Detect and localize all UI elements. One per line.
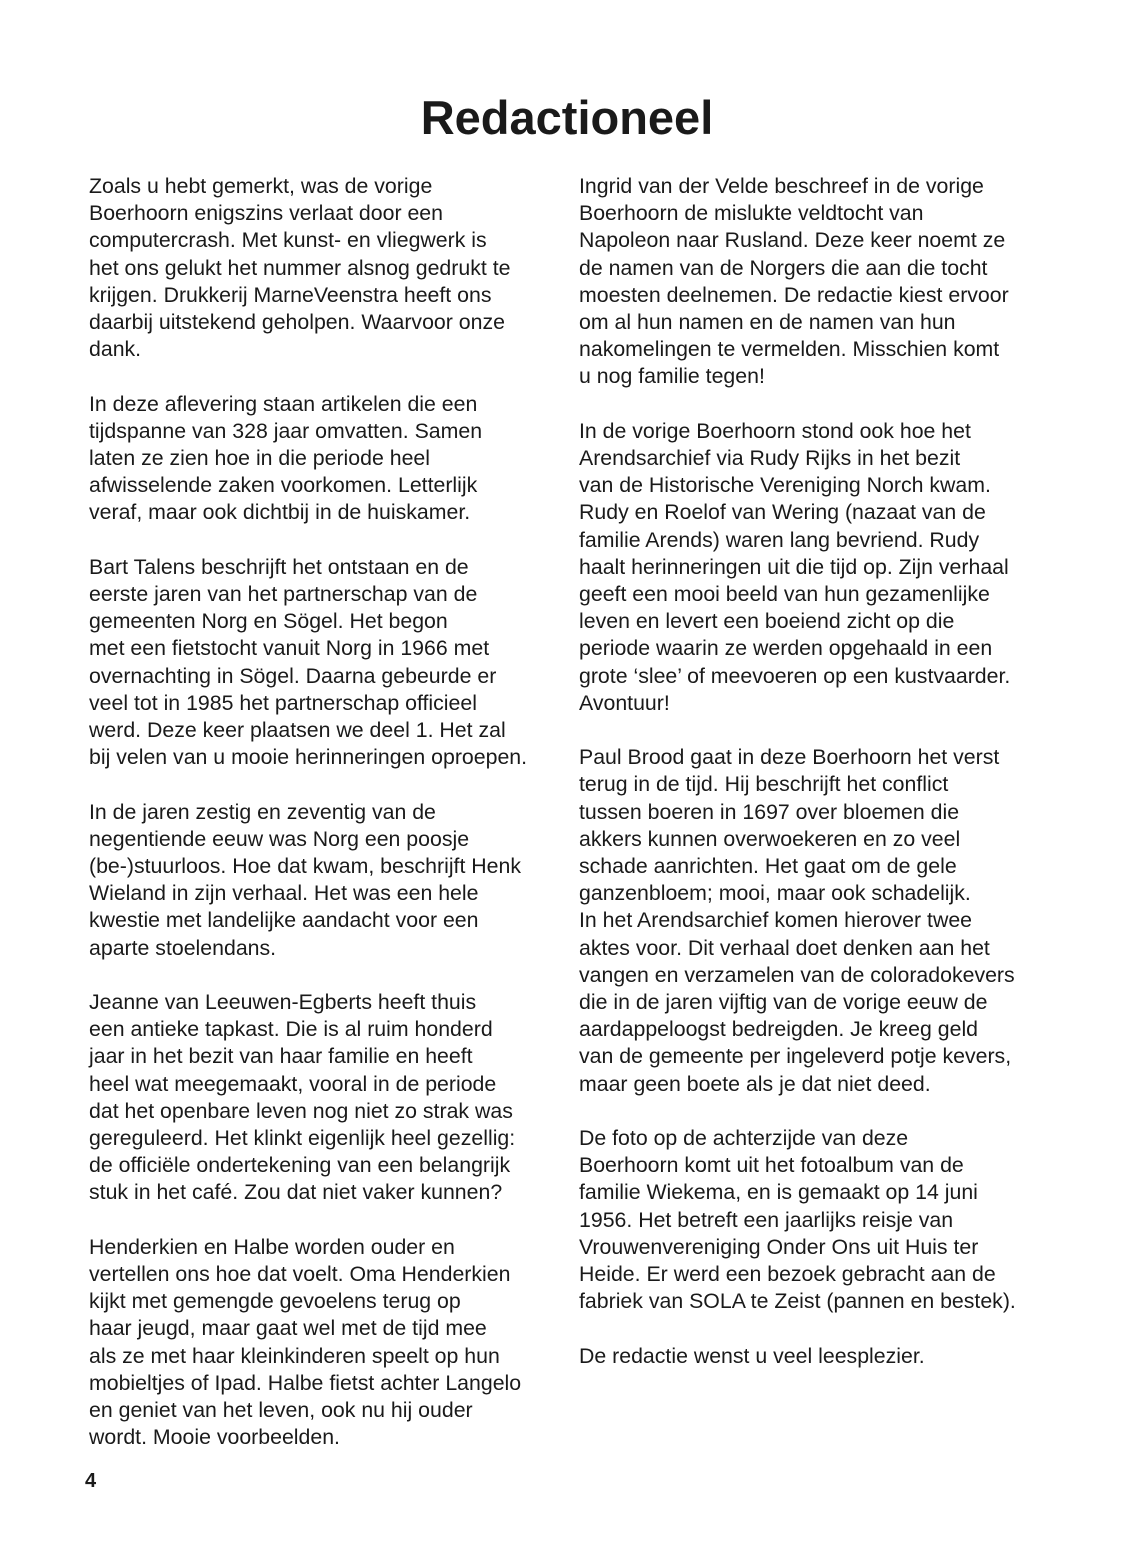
paragraph [579,418,1059,717]
text-line: De redactie wenst u veel leesplezier. [579,1343,925,1368]
text-line: de namen van de Norgers die aan die tocht [579,255,988,280]
text-line: Arendsarchief via Rudy Rijks in het bezit [579,446,961,471]
paragraph [579,173,1059,391]
text-line: fabriek van SOLA te Zeist (pannen en bestek). [579,1289,1016,1314]
text-line: Boerhoorn enigszins verlaat door een [89,201,443,226]
text-line: bij velen van u mooie herinneringen oproepen. [89,745,528,770]
text-line: periode waarin ze werden opgehaald in een [579,636,993,661]
text-line: Bart Talens beschrijft het ontstaan en de [89,554,469,579]
text-line: moesten deelnemen. De redactie kiest ervoor [579,282,1009,307]
text-line: veraf, maar ook dichtbij in de huiskamer. [89,500,471,525]
text-line: met een fietstocht vanuit Norg in 1966 met [89,636,490,661]
text-line: dat het openbare leven nog niet zo strak was [89,1098,513,1123]
paragraph [579,1125,1059,1315]
text-line: computercrash. Met kunst- en vliegwerk is [89,228,487,253]
text-line: die in de jaren vijftig van de vorige eeuw de [579,990,988,1015]
text-line: familie Arends) waren lang bevriend. Rudy [579,527,980,552]
text-line: aardappeloogst bedreigden. Je kreeg geld [579,1017,979,1042]
text-line: akkers kunnen overwoekeren en zo veel [579,826,961,851]
text-line: Boerhoorn komt uit het fotoalbum van de [579,1153,964,1178]
text-line: gemeenten Norg en Sögel. Het begon [89,609,448,634]
text-line: dank. [89,337,142,362]
text-line: mobieltjes of Ipad. Halbe fietst achter Langelo [89,1370,522,1395]
text-line: stuk in het café. Zou dat niet vaker kunnen? [89,1180,503,1205]
text-line: negentiende eeuw was Norg een poosje [89,826,470,851]
text-line: Ingrid van der Velde beschreef in de vorige [579,174,984,198]
text-line: ganzenbloem; mooi, maar ook schadelijk. [579,881,971,906]
text-line: schade aanrichten. Het gaat om de gele [579,854,957,879]
paragraph [89,554,569,772]
text-line: veel tot in 1985 het partnerschap officieel [89,690,477,715]
text-line: en geniet van het leven, ook nu hij ouder [89,1398,473,1423]
text-line: grote ‘slee’ of meevoeren op een kustvaarder. [579,663,1011,688]
text-line: Vrouwenvereniging Onder Ons uit Huis ter [579,1234,979,1259]
text-line: van de gemeente per ingeleverd potje kevers, [579,1044,1012,1069]
page-title: Redactioneel [420,91,714,144]
text-line: aktes voor. Dit verhaal doet denken aan het [579,935,990,960]
paragraph [89,989,569,1207]
text-line: van de Historische Vereniging Norch kwam. [579,473,991,498]
text-line: Boerhoorn de mislukte veldtocht van [579,201,924,226]
paragraph [89,799,569,962]
text-line: In de jaren zestig en zeventig van de [89,799,436,824]
text-line: Avontuur! [579,690,670,715]
paragraph [579,1343,1059,1370]
text-line: maar geen boete als je dat niet deed. [579,1071,931,1096]
paragraph [579,744,1059,1098]
right-column [579,173,1059,1397]
text-line: heel wat meegemaakt, vooral in de periode [89,1071,497,1096]
text-line: Heide. Er werd een bezoek gebracht aan de [579,1262,996,1287]
text-line: werd. Deze keer plaatsen we deel 1. Het zal [89,718,506,743]
text-line: vangen en verzamelen van de coloradokevers [579,962,1015,987]
text-line: In het Arendsarchief komen hierover twee [579,908,973,933]
text-line: Wieland in zijn verhaal. Het was een hele [89,881,479,906]
text-line: u nog familie tegen! [579,364,765,389]
text-line: De foto op de achterzijde van deze [579,1126,909,1151]
text-line: als ze met haar kleinkinderen speelt op hun [89,1343,500,1368]
paragraph [89,391,569,527]
text-line: nakomelingen te vermelden. Misschien komt [579,337,1000,362]
text-line: tijdspanne van 328 jaar omvatten. Samen [89,418,483,443]
text-line: daarbij uitstekend geholpen. Waarvoor onze [89,310,505,335]
text-line: kijkt met gemengde gevoelens terug op [89,1289,461,1314]
text-line: vertellen ons hoe dat voelt. Oma Henderkien [89,1262,511,1287]
text-line: Henderkien en Halbe worden ouder en [89,1234,455,1259]
text-line: 1956. Het betreft een jaarlijks reisje van [579,1207,954,1232]
text-line: de officiële ondertekening van een belangrijk [89,1153,511,1178]
text-line: het ons gelukt het nummer alsnog gedrukt te [89,255,511,280]
text-line: eerste jaren van het partnerschap van de [89,582,478,607]
text-line: aparte stoelendans. [89,935,277,960]
text-line: In de vorige Boerhoorn stond ook hoe het [579,418,971,443]
text-line: terug in de tijd. Hij beschrijft het conflict [579,772,949,797]
text-line: Paul Brood gaat in deze Boerhoorn het verst [579,745,1000,770]
text-line: tussen boeren in 1697 over bloemen die [579,799,960,824]
text-line: een antieke tapkast. Die is al ruim honderd [89,1017,493,1042]
text-line: Jeanne van Leeuwen-Egberts heeft thuis [89,990,477,1015]
left-column [89,173,569,1479]
text-line: Zoals u hebt gemerkt, was de vorige [89,174,433,198]
text-line: geeft een mooi beeld van hun gezamenlijke [579,582,990,607]
text-line: familie Wiekema, en is gemaakt op 14 juni [579,1180,978,1205]
text-line: In deze aflevering staan artikelen die een [89,391,478,416]
text-line: om al hun namen en de namen van hun [579,310,956,335]
text-line: overnachting in Sögel. Daarna gebeurde er [89,663,497,688]
paragraph [89,173,569,363]
text-line: Napoleon naar Rusland. Deze keer noemt ze [579,228,1006,253]
text-line: (be-)stuurloos. Hoe dat kwam, beschrijft Henk [89,854,522,879]
text-line: jaar in het bezit van haar familie en heeft [89,1044,473,1069]
text-line: kwestie met landelijke aandacht voor een [89,908,479,933]
text-line: krijgen. Drukkerij MarneVeenstra heeft ons [89,282,492,307]
text-line: gereguleerd. Het klinkt eigenlijk heel gezellig: [89,1126,516,1151]
page-number: 4 [85,1470,97,1492]
paragraph [89,1234,569,1452]
text-line: laten ze zien hoe in die periode heel [89,446,430,471]
text-line: wordt. Mooie voorbeelden. [89,1425,340,1450]
text-line: afwisselende zaken voorkomen. Letterlijk [89,473,478,498]
text-line: haar jeugd, maar gaat wel met de tijd mee [89,1316,487,1341]
text-line: haalt herinneringen uit die tijd op. Zijn verhaal [579,554,1009,579]
text-line: Rudy en Roelof van Wering (nazaat van de [579,500,986,525]
text-line: leven en levert een boeiend zicht op die [579,609,955,634]
